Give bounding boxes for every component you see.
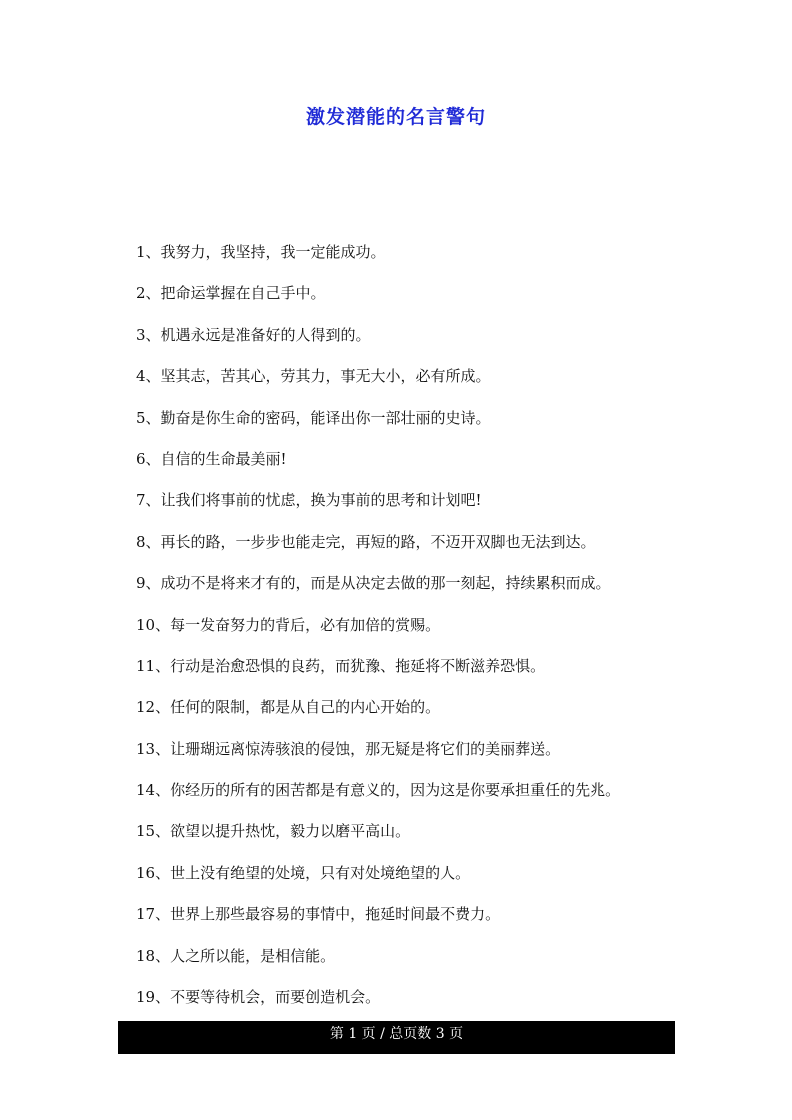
page-footer	[118, 1021, 675, 1054]
quote-item-14: 14、你经历的所有的困苦都是有意义的，因为这是你要承担重任的先兆。	[136, 781, 621, 800]
quote-item-10: 10、每一发奋努力的背后，必有加倍的赏赐。	[136, 615, 441, 634]
quote-item-2: 2、把命运掌握在自己手中。	[136, 284, 326, 303]
quote-item-18: 18、人之所以能，是相信能。	[136, 946, 336, 965]
quote-item-1: 1、我努力，我坚持，我一定能成功。	[136, 243, 386, 261]
quote-item-3: 3、机遇永远是准备好的人得到的。	[136, 325, 371, 344]
quote-list	[136, 236, 696, 1022]
quote-item-15: 15、欲望以提升热忱，毅力以磨平高山。	[136, 822, 411, 841]
quote-item-6: 6、自信的生命最美丽!	[136, 449, 287, 468]
page-title: 激发潜能的名言警句	[305, 106, 486, 128]
quote-item-17: 17、世界上那些最容易的事情中，拖延时间最不费力。	[136, 905, 501, 924]
quote-item-9: 9、成功不是将来才有的，而是从决定去做的那一刻起，持续累积而成。	[136, 574, 611, 593]
quote-item-4: 4、坚其志，苦其心，劳其力，事无大小，必有所成。	[136, 367, 491, 386]
quote-item-7: 7、让我们将事前的忧虑，换为事前的思考和计划吧!	[136, 491, 482, 510]
quote-item-5: 5、勤奋是你生命的密码，能译出你一部壮丽的史诗。	[136, 408, 491, 427]
quote-item-16: 16、世上没有绝望的处境，只有对处境绝望的人。	[136, 863, 471, 882]
quote-item-13: 13、让珊瑚远离惊涛骇浪的侵蚀，那无疑是将它们的美丽葬送。	[136, 739, 561, 758]
page-indicator: 第 1 页 / 总页数 3 页	[329, 1026, 464, 1042]
quote-item-8: 8、再长的路，一步步也能走完，再短的路，不迈开双脚也无法到达。	[136, 532, 596, 551]
quote-item-11: 11、行动是治愈恐惧的良药，而犹豫、拖延将不断滋养恐惧。	[136, 656, 546, 675]
quote-item-19: 19、不要等待机会，而要创造机会。	[136, 988, 381, 1007]
quote-item-12: 12、任何的限制，都是从自己的内心开始的。	[136, 698, 441, 717]
